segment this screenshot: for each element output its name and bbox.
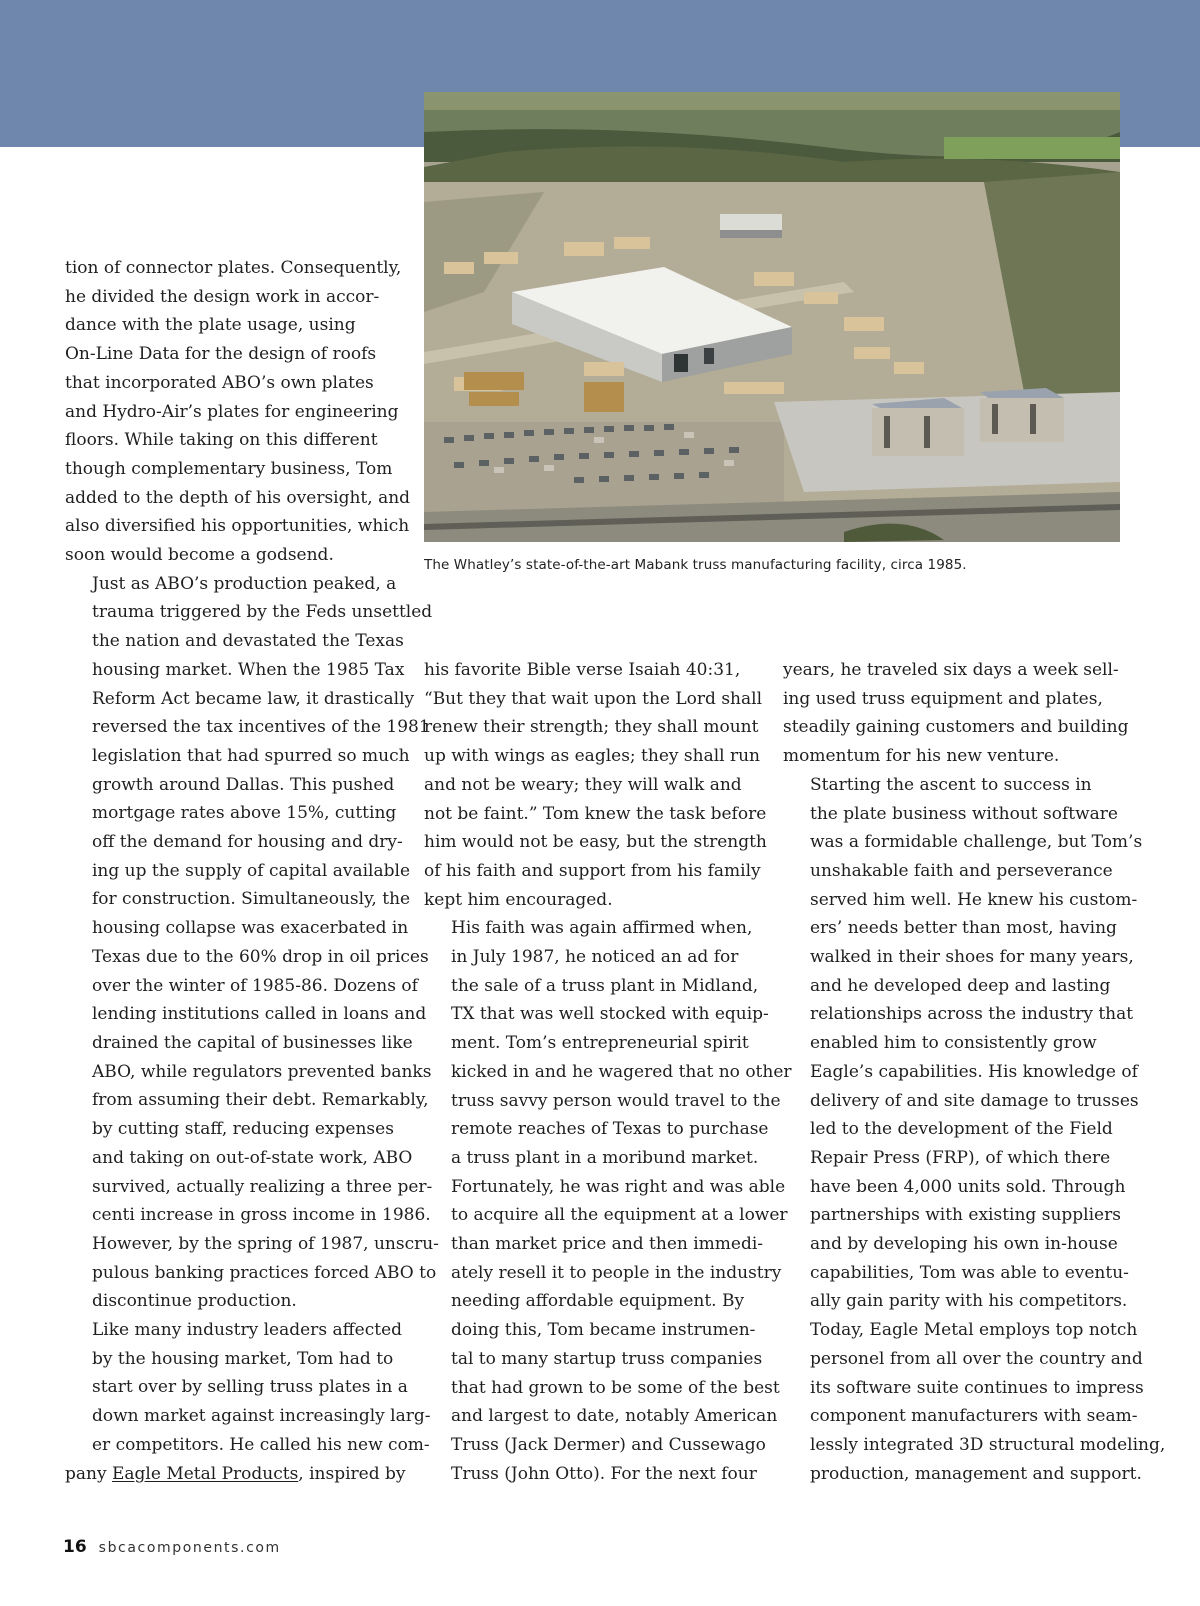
text-line: housing collapse was exacerbated in	[92, 918, 409, 939]
text-line: up with wings as eagles; they shall run	[424, 746, 761, 767]
text-line: of his faith and support from his family	[424, 860, 761, 881]
text-line: floors. While taking on this different	[65, 430, 378, 451]
text-line: steadily gaining customers and building	[783, 717, 1129, 738]
text-line: ABO, while regulators prevented banks	[92, 1061, 432, 1082]
text-line: momentum for his new venture.	[783, 746, 1060, 767]
text-line: “But they that wait upon the Lord shall	[424, 688, 763, 709]
photo-caption: The Whatley’s state-of-the-art Mabank truss manufacturing facility, circa 1985.	[424, 557, 967, 573]
text-line: and Hydro-Air’s plates for engineering	[65, 401, 399, 422]
text-line: ers’ needs better than most, having	[810, 918, 1117, 939]
text-line: doing this, Tom became instrumen-	[451, 1320, 756, 1341]
text-line: His faith was again affirmed when,	[451, 918, 753, 939]
text-line: in July 1987, he noticed an ad for	[451, 947, 739, 968]
text-line: soon would become a godsend.	[65, 545, 334, 566]
text-line: survived, actually realizing a three per-	[92, 1176, 433, 1197]
paragraph	[783, 771, 1166, 1489]
article-column-2	[424, 656, 792, 1488]
text-line: reversed the tax incentives of the 1981	[92, 717, 430, 738]
text-line: relationships across the industry that	[810, 1004, 1134, 1025]
text-line: housing market. When the 1985 Tax	[92, 659, 405, 680]
text-line: dance with the plate usage, using	[65, 315, 356, 336]
text-line: lending institutions called in loans and	[92, 1004, 427, 1025]
text-line: ing up the supply of capital available	[92, 860, 411, 881]
text-fragment: , inspired by	[298, 1463, 406, 1484]
text-line: to acquire all the equipment at a lower	[451, 1205, 788, 1226]
text-line: over the winter of 1985-86. Dozens of	[92, 975, 418, 996]
text-line: personel from all over the country and	[810, 1348, 1143, 1369]
text-line: not be faint.” Tom knew the task before	[424, 803, 767, 824]
text-line: drained the capital of businesses like	[92, 1032, 413, 1053]
text-line: Reform Act became law, it drastically	[92, 688, 415, 709]
text-line: pulous banking practices forced ABO to	[92, 1262, 437, 1283]
paragraph	[424, 914, 792, 1488]
text-line: growth around Dallas. This pushed	[92, 774, 395, 795]
text-line: truss savvy person would travel to the	[451, 1090, 781, 1111]
text-line: the plate business without software	[810, 803, 1118, 824]
text-line: Just as ABO’s production peaked, a	[92, 573, 397, 594]
text-line: ally gain parity with his competitors.	[810, 1291, 1128, 1312]
text-line: Truss (John Otto). For the next four	[451, 1463, 757, 1484]
text-line: However, by the spring of 1987, unscru-	[92, 1233, 439, 1254]
paragraph	[65, 570, 439, 1316]
text-line: led to the development of the Field	[810, 1119, 1113, 1140]
paragraph	[424, 656, 767, 914]
text-line: and taking on out-of-state work, ABO	[92, 1147, 413, 1168]
eagle-metal-products-link[interactable]: Eagle Metal Products	[111, 1463, 299, 1484]
text-line: centi increase in gross income in 1986.	[92, 1205, 431, 1226]
text-line: discontinue production.	[92, 1291, 297, 1312]
text-line: ately resell it to people in the industry	[451, 1262, 782, 1283]
text-line: a truss plant in a moribund market.	[451, 1147, 759, 1168]
text-line: by the housing market, Tom had to	[92, 1348, 394, 1369]
text-line: remote reaches of Texas to purchase	[451, 1119, 769, 1140]
text-line: ment. Tom’s entrepreneurial spirit	[451, 1033, 749, 1054]
text-line: added to the depth of his oversight, and	[65, 487, 411, 508]
text-line	[65, 1460, 406, 1489]
text-line: and largest to date, notably American	[451, 1406, 778, 1427]
text-line: On-Line Data for the design of roofs	[65, 344, 377, 365]
text-line: for construction. Simultaneously, the	[92, 889, 411, 910]
text-line: legislation that had spurred so much	[92, 745, 410, 766]
text-line: served him well. He knew his custom-	[810, 889, 1138, 910]
text-line: kept him encouraged.	[424, 889, 613, 910]
site-url[interactable]: sbcacomponents.com	[98, 1540, 281, 1556]
text-line: though complementary business, Tom	[65, 458, 393, 479]
text-line: the nation and devastated the Texas	[92, 631, 404, 652]
text-fragment: pany	[65, 1463, 112, 1484]
text-line: than market price and then immedi-	[451, 1234, 764, 1255]
article-column-3	[783, 656, 1166, 1488]
page-footer	[63, 1537, 281, 1557]
text-line: production, management and support.	[810, 1463, 1142, 1484]
text-line: kicked in and he wagered that no other	[451, 1061, 792, 1082]
paragraph	[65, 1316, 431, 1488]
text-line: Starting the ascent to success in	[810, 774, 1092, 795]
text-line: start over by selling truss plates in a	[92, 1377, 408, 1398]
text-line: and not be weary; they will walk and	[424, 774, 742, 795]
text-line: Today, Eagle Metal employs top notch	[810, 1320, 1138, 1341]
text-line: was a formidable challenge, but Tom’s	[810, 832, 1143, 853]
text-line: Truss (Jack Dermer) and Cussewago	[451, 1434, 766, 1455]
text-line: also diversified his opportunities, which	[65, 516, 410, 537]
text-line: Fortunately, he was right and was able	[451, 1176, 786, 1197]
text-line: component manufacturers with seam-	[810, 1406, 1138, 1427]
text-line: needing affordable equipment. By	[451, 1291, 745, 1312]
text-line: him would not be easy, but the strength	[424, 832, 767, 853]
text-line: trauma triggered by the Feds unsettled	[92, 602, 433, 623]
text-line: unshakable faith and perseverance	[810, 860, 1113, 881]
text-line: the sale of a truss plant in Midland,	[451, 975, 759, 996]
paragraph	[65, 254, 411, 570]
facility-aerial-photo	[424, 92, 1120, 542]
text-line: mortgage rates above 15%, cutting	[92, 803, 397, 824]
text-line: he divided the design work in accor-	[65, 286, 380, 307]
text-line: from assuming their debt. Remarkably,	[92, 1090, 429, 1111]
text-line: er competitors. He called his new com-	[92, 1434, 430, 1455]
text-line: partnerships with existing suppliers	[810, 1205, 1121, 1226]
text-line: and by developing his own in-house	[810, 1234, 1118, 1255]
text-line: delivery of and site damage to trusses	[810, 1090, 1139, 1111]
text-line: have been 4,000 units sold. Through	[810, 1176, 1126, 1197]
text-line: down market against increasingly larg-	[92, 1406, 431, 1427]
text-line: enabled him to consistently grow	[810, 1033, 1097, 1054]
text-line: tal to many startup truss companies	[451, 1348, 763, 1369]
text-line: Repair Press (FRP), of which there	[810, 1147, 1111, 1168]
text-line: renew their strength; they shall mount	[424, 717, 759, 738]
text-line: Eagle’s capabilities. His knowledge of	[810, 1061, 1138, 1082]
text-line: off the demand for housing and dry-	[92, 832, 403, 853]
text-line: Texas due to the 60% drop in oil prices	[92, 946, 429, 967]
page-number: 16	[63, 1537, 87, 1557]
text-line: and he developed deep and lasting	[810, 975, 1111, 996]
text-line: tion of connector plates. Consequently,	[65, 258, 402, 278]
text-line: lessly integrated 3D structural modeling,	[810, 1434, 1166, 1455]
text-line: capabilities, Tom was able to eventu-	[810, 1262, 1129, 1283]
text-line: that had grown to be some of the best	[451, 1377, 780, 1398]
text-line: TX that was well stocked with equip-	[451, 1004, 769, 1025]
aerial-facility-photo-icon	[424, 92, 1120, 542]
text-line: Like many industry leaders affected	[92, 1320, 403, 1341]
text-line: walked in their shoes for many years,	[810, 947, 1134, 968]
text-line: his favorite Bible verse Isaiah 40:31,	[424, 660, 741, 680]
text-line: ing used truss equipment and plates,	[783, 688, 1103, 709]
text-line: years, he traveled six days a week sell-	[783, 660, 1119, 680]
text-line: its software suite continues to impress	[810, 1377, 1144, 1398]
article-column-1	[65, 254, 439, 1488]
text-line: by cutting staff, reducing expenses	[92, 1119, 394, 1140]
paragraph	[783, 656, 1129, 771]
text-line: that incorporated ABO’s own plates	[65, 372, 374, 393]
